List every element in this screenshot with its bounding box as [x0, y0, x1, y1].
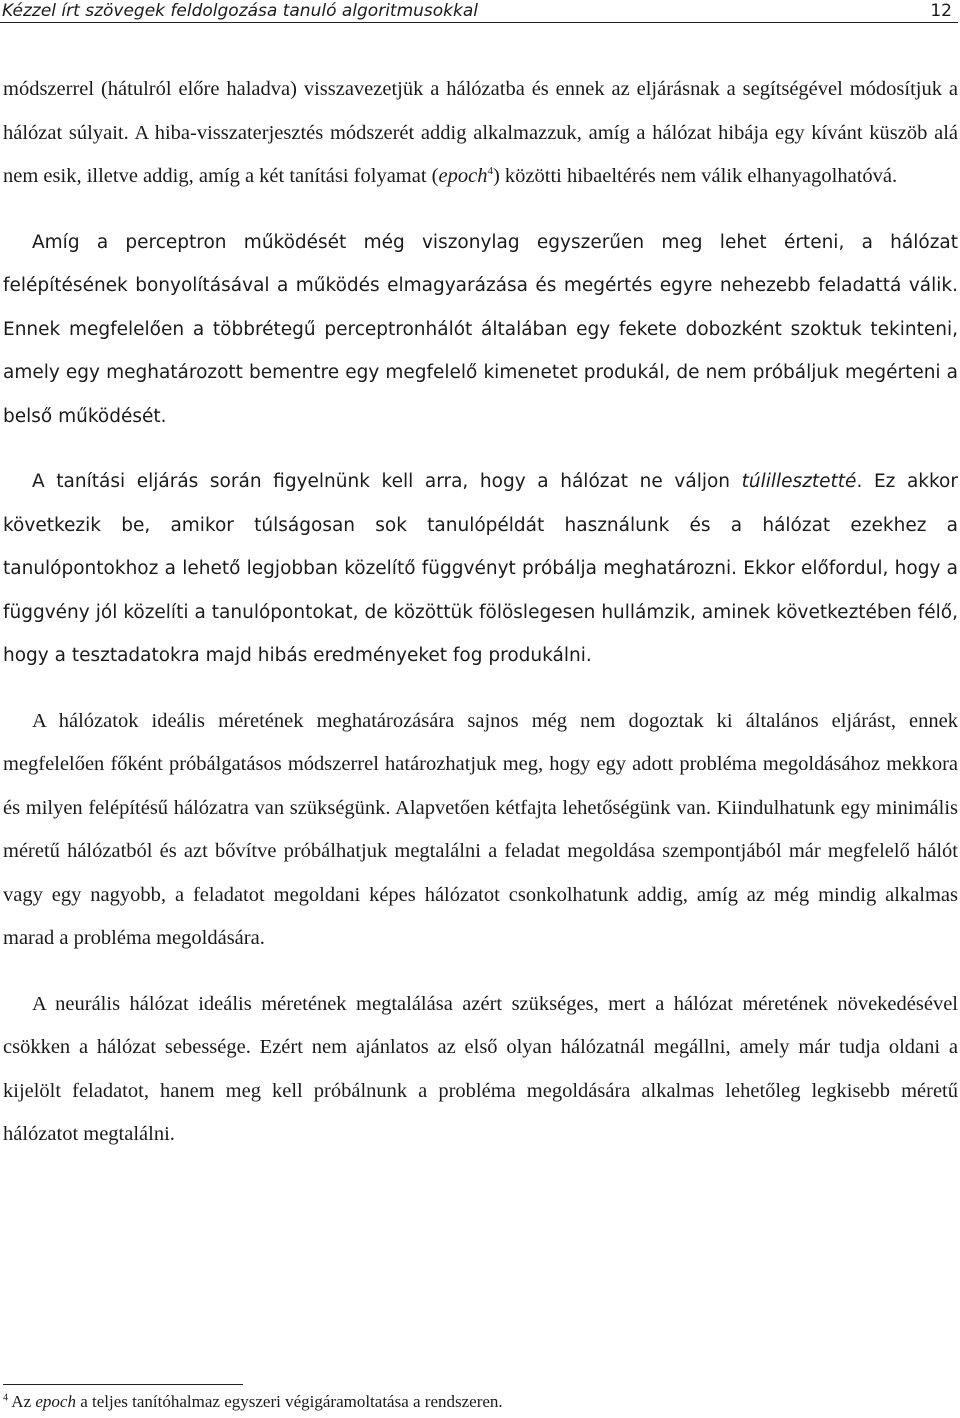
paragraph-3-italic: túlillesztetté [741, 471, 857, 492]
footnote-separator [3, 1384, 243, 1385]
paragraph-3-text-b: . Ez akkor következik be, amikor túlságosan sok tanulópéldát használunk és a hálózat ezekhez a tanulópontokhoz a lehető legjobban közelítő függvényt próbálja meghatározni. Ekkor előfordul, hogy a függvény jól közelíti a tanulópontokat, de közöttük fölöslegesen hullámzik, aminek következtében félő, hogy a tesztadatokra majd hibás eredményeket fog produkálni. [3, 471, 958, 666]
paragraph-5-text: A neurális hálózat ideális méretének megtalálása azért szükséges, mert a hálózat méretének növekedésével csökken a hálózat sebessége. Ezért nem ajánlatos az első olyan hálózatnál megállni, amely már tudja oldani a kijelölt feladatot, hanem meg kell próbálnunk a probléma megoldására alkalmas lehetőleg legkisebb méretű hálózatot megtalálni. [3, 992, 958, 1145]
paragraph-5 [3, 983, 958, 1157]
footnote-text-a: Az [8, 1392, 36, 1411]
page-number: 12 [930, 1, 952, 21]
paragraph-3 [3, 460, 958, 678]
page-header [0, 0, 958, 23]
paragraph-1-epoch: epoch [438, 165, 488, 187]
paragraph-4 [3, 700, 958, 961]
paragraph-3-text-a: A tanítási eljárás során figyelnünk kell arra, hogy a hálózat ne váljon [32, 471, 742, 492]
paragraph-1-text-a: módszerrel (hátulról előre haladva) visszavezetjük a hálózatba és ennek az eljárásnak a segítségével módosítjuk a hálózat súlyait. A hiba-visszaterjesztés módszerét addig alkalmazzuk, amíg a hálózat hibája egy kívánt küszöb alá nem esik, illetve addig, amíg a két tanítási folyamat ( [3, 78, 958, 187]
footnote-text-b: a teljes tanítóhalmaz egyszeri végigáramoltatása a rendszeren. [75, 1392, 503, 1411]
paragraph-2-text: Amíg a perceptron működését még viszonylag egyszerűen meg lehet érteni, a hálózat felépítésének bonyolításával a működés elmagyarázása és megértés egyre nehezebb feladattá válik. Ennek megfelelően a többrétegű perceptronhálót általában egy fekete dobozként szoktuk tekinteni, amely egy meghatározott bementre egy megfelelő kimenetet produkál, de nem próbáljuk megérteni a belső működését. [3, 231, 958, 427]
footnote-number: 4 [3, 1392, 8, 1404]
paragraph-4-text: A hálózatok ideális méretének meghatározására sajnos még nem dogoztak ki általános eljárást, ennek megfelelően főként próbálgatásos módszerrel határozhatjuk meg, hogy egy adott probléma megoldásához mekkora és milyen felépítésű hálózatra van szükségünk. Alapvetően kétfajta lehetőségünk van. Kiindulhatunk egy minimális méretű hálózatból és azt bővítve próbálhatjuk megtalálni a feladat megoldása szempontjából már megfelelő hálót vagy egy nagyobb, a feladatot megoldani képes hálózatot csonkolhatunk addig, amíg az még mindig alkalmas marad a probléma megoldására. [3, 709, 958, 949]
paragraph-1-text-b: ) közötti hibaeltérés nem válik elhanyagolhatóvá. [492, 165, 898, 187]
paragraph-1 [3, 68, 958, 199]
footnote-italic: epoch [35, 1392, 76, 1411]
document-body [3, 68, 958, 1157]
footnote [3, 1392, 503, 1412]
document-title: Kézzel írt szövegek feldolgozása tanuló algoritmusokkal [2, 1, 478, 21]
footnote-ref[interactable]: 4 [487, 165, 493, 178]
paragraph-2 [3, 221, 958, 439]
